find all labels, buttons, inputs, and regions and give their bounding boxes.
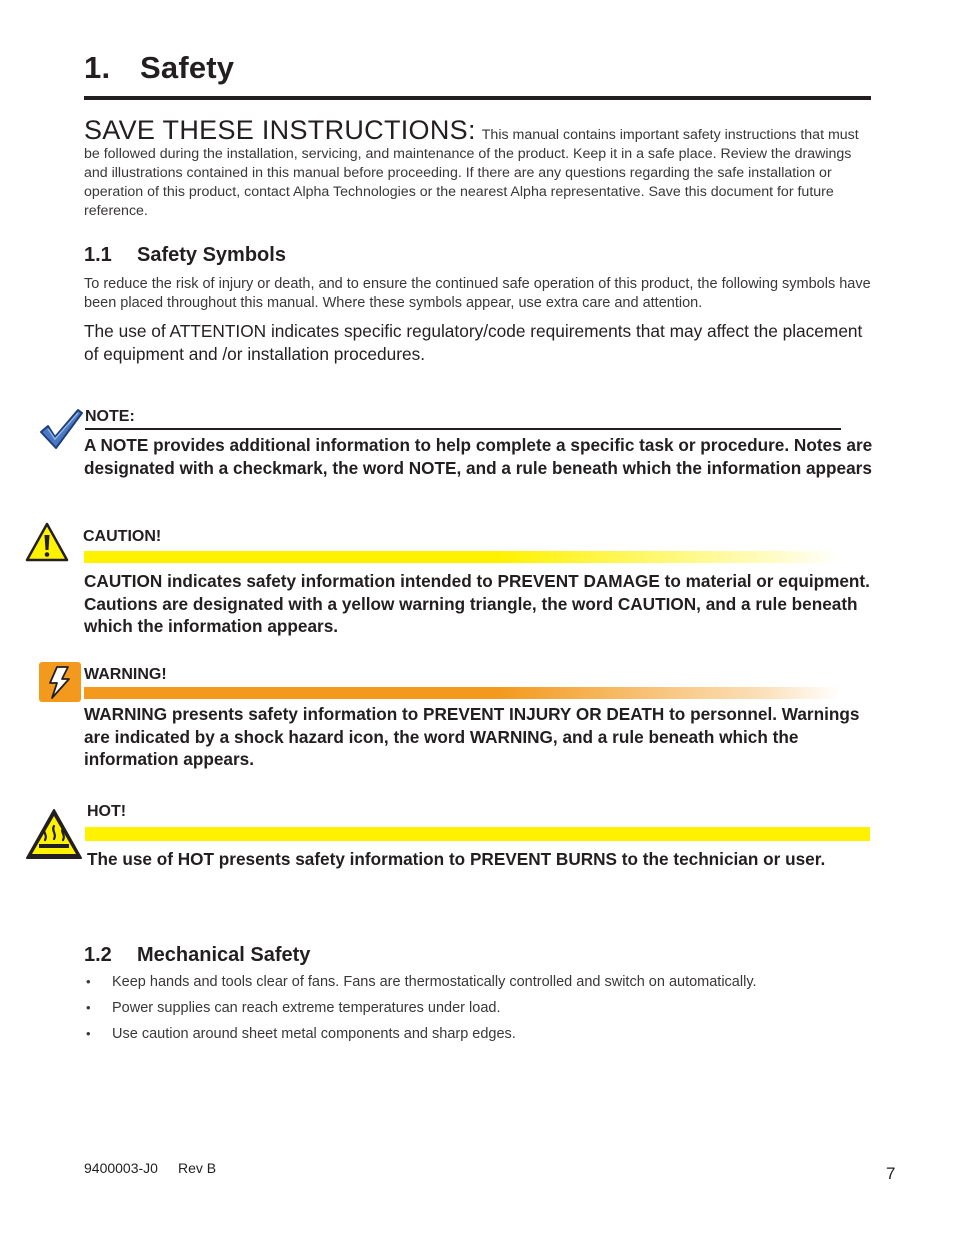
caution-label: CAUTION! [83,528,162,545]
hot-rule [85,827,870,841]
list-item [84,972,884,998]
list-item [84,998,884,1024]
warning-triangle-icon [24,521,70,563]
note-description: A NOTE provides additional information to help complete a specific task or procedure. Notes are designated with a checkmark, the word NOTE, and a rule beneath which the information appears [84,435,873,478]
footer-document-id [84,1160,216,1176]
list-item-text: Power supplies can reach extreme temperatures under load. [112,1000,501,1016]
save-instructions-heading: SAVE THESE INSTRUCTIONS: [84,115,476,145]
safety-symbols-intro: To reduce the risk of injury or death, and to ensure the continued safe operation of this product, the following symbols have been placed throughout this manual. Where these symbols appear, use extra care and attention. [84,276,871,311]
caution-rule [84,551,840,563]
section-title-mechanical-safety [84,944,310,967]
hot-label: HOT! [87,803,127,820]
caution-description: CAUTION indicates safety information intended to PREVENT DAMAGE to material or equipment. Cautions are designated with a yellow warning triangle, the word CAUTION, and a rule beneath which the information appears. [84,571,870,636]
section-title-text: Safety Symbols [137,244,286,266]
bullet-icon: • [86,974,91,989]
hot-surface-icon [25,808,83,860]
shock-hazard-icon [38,661,82,703]
warning-rule [84,687,840,699]
chapter-number: 1. [84,50,111,85]
section-title-safety-symbols [84,244,286,267]
checkmark-icon [38,407,84,451]
chapter-title-text: Safety [140,50,235,85]
attention-paragraph: The use of ATTENTION indicates specific regulatory/code requirements that may affect the placement of equipment and /or installation procedures. [84,321,863,364]
section-number: 1.1 [84,244,112,266]
save-instructions-body: This manual contains important safety instructions that must be followed during the installation, servicing, and maintenance of the product. Keep it in a safe place. Review the drawings and illustrations contained in this manual before proceeding. If there are any questions regarding the safe installation or operation of this product, contact Alpha Technologies or the nearest Alpha representative. Save this document for future reference. [84,127,859,219]
section-number: 1.2 [84,944,112,966]
list-item-text: Keep hands and tools clear of fans. Fans are thermostatically controlled and switch on automatically. [112,974,757,990]
chapter-title [84,50,234,86]
document-number: 9400003-J0 [84,1160,158,1176]
bullet-icon: • [86,1026,91,1041]
hot-description: The use of HOT presents safety information to PREVENT BURNS to the technician or user. [87,849,826,869]
mechanical-safety-list [84,972,884,1050]
note-label: NOTE: [85,408,135,425]
note-rule [85,428,841,430]
page-number: 7 [886,1164,896,1183]
chapter-rule [84,96,871,100]
save-instructions-block [84,116,870,221]
warning-label: WARNING! [84,666,167,683]
bullet-icon: • [86,1000,91,1015]
section-title-text: Mechanical Safety [137,944,311,966]
list-item-text: Use caution around sheet metal components and sharp edges. [112,1026,516,1042]
list-item [84,1024,884,1050]
warning-description: WARNING presents safety information to PREVENT INJURY OR DEATH to personnel. Warnings are indicated by a shock hazard icon, the word WARNING, and a rule beneath which the information appears. [84,704,860,769]
revision: Rev B [177,1160,217,1176]
